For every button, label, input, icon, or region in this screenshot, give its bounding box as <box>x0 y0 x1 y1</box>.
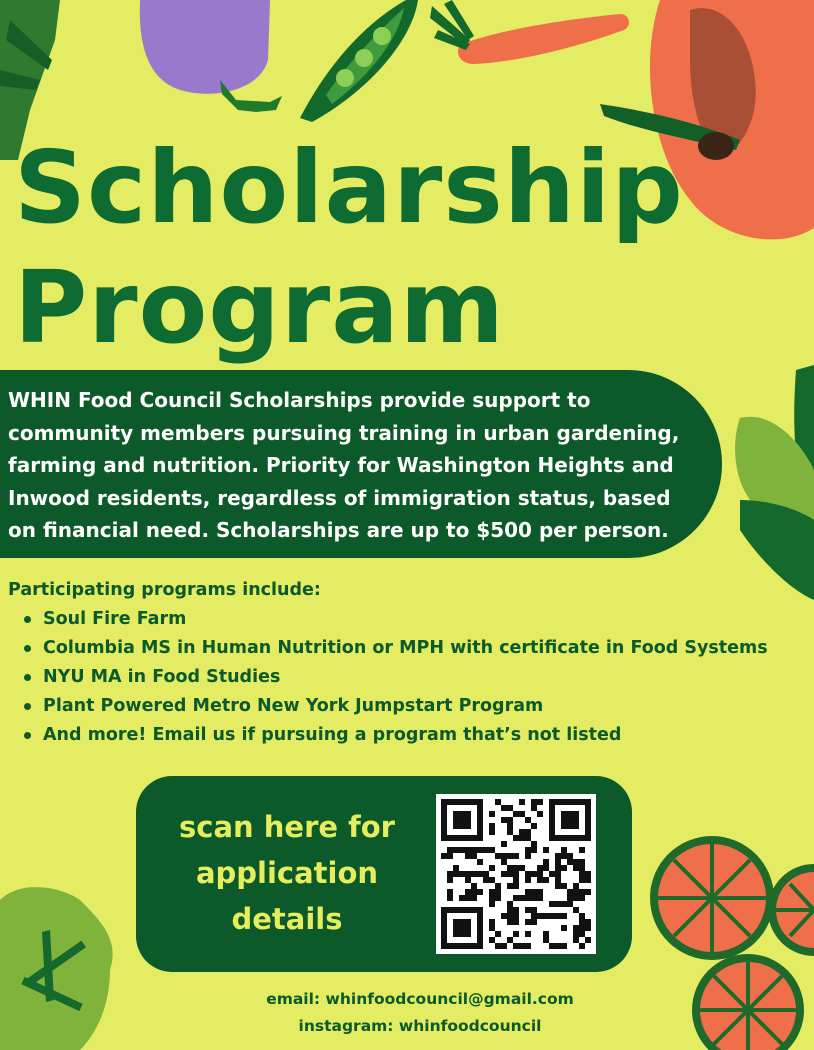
list-item <box>24 721 768 750</box>
turnip-icon <box>140 0 282 112</box>
lettuce-icon <box>0 887 113 1050</box>
program-label: Soul Fire Farm <box>43 609 187 629</box>
scan-instructions <box>156 804 418 942</box>
scan-line-3: details <box>231 902 343 936</box>
qr-code-icon[interactable] <box>436 794 596 954</box>
tomato-slice-icon <box>650 836 814 1050</box>
list-item <box>24 692 768 721</box>
bullet-icon <box>24 674 31 681</box>
program-label: NYU MA in Food Studies <box>43 667 281 687</box>
list-item <box>24 605 768 634</box>
list-item <box>24 634 768 663</box>
bullet-icon <box>24 703 31 710</box>
leaf-icon <box>735 365 814 600</box>
page-title <box>14 128 684 368</box>
pea-pod-icon <box>300 0 418 122</box>
programs-section <box>8 576 768 750</box>
intro-panel <box>0 370 722 558</box>
instagram-text[interactable]: instagram: whinfoodcouncil <box>298 1017 542 1035</box>
bullet-icon <box>24 645 31 652</box>
contact-info <box>200 986 640 1040</box>
programs-list <box>8 605 768 750</box>
programs-heading: Participating programs include: <box>8 580 321 600</box>
title-line-1: Scholarship <box>14 129 684 246</box>
email-text[interactable]: email: whinfoodcouncil@gmail.com <box>266 990 574 1008</box>
title-line-2: Program <box>14 249 505 366</box>
program-label: And more! Email us if pursuing a program that’s not listed <box>43 725 622 745</box>
scan-line-1: scan here for <box>179 810 395 844</box>
scan-panel <box>136 776 632 972</box>
list-item <box>24 663 768 692</box>
program-label: Columbia MS in Human Nutrition or MPH with certificate in Food Systems <box>43 638 768 658</box>
bullet-icon <box>24 732 31 739</box>
scan-line-2: application <box>195 856 379 890</box>
intro-text: WHIN Food Council Scholarships provide support to community members pursuing training in urban gardening, farming and nutrition. Priority for Washington Heights and Inwood residents, regardless of immigration status, based on financial need. Scholarships are up to $500 per person. <box>8 388 680 542</box>
program-label: Plant Powered Metro New York Jumpstart Program <box>43 696 544 716</box>
bullet-icon <box>24 616 31 623</box>
carrot-icon <box>430 0 629 64</box>
